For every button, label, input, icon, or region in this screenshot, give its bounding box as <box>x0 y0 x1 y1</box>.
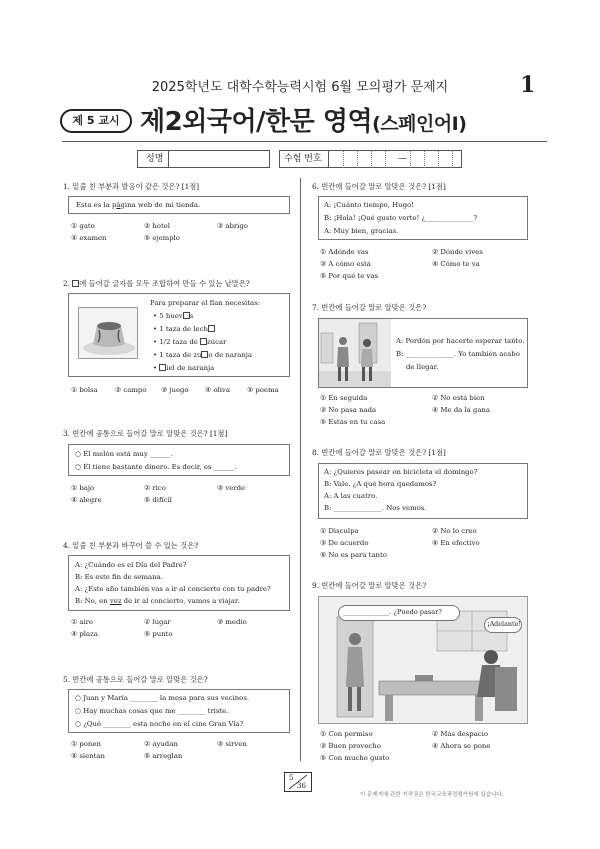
question-6-line: A: ¡Cuánto tiempo, Hugo! <box>324 201 414 209</box>
question-8-line: A: A las cuatro. <box>324 492 378 500</box>
question-4-line: B: Es este fin de semana. <box>75 573 163 581</box>
question-7-line: de llegar. <box>406 363 439 371</box>
question-9-option-5[interactable]: ⑤ Con mucho gusto <box>320 754 390 762</box>
question-1-option-2[interactable]: ② hotel <box>144 222 171 230</box>
question-8-option-1[interactable]: ① Disculpa <box>320 527 359 535</box>
question-5-option-1[interactable]: ① ponen <box>71 740 101 748</box>
question-7-option-5[interactable]: ⑤ Estás en tu casa <box>320 418 386 426</box>
question-5-stem: 5. 빈칸에 공통으로 들어갈 말로 알맞은 것은? <box>63 675 208 684</box>
question-5-option-3[interactable]: ③ sirven <box>217 740 247 748</box>
subject-main: 제2외국어/한문 영역 <box>140 107 373 137</box>
column-divider <box>300 178 301 761</box>
question-8-stem: 8. 빈칸에 들어갈 말로 알맞은 것은? [1점] <box>312 448 446 457</box>
exam-title: 2025학년도 대학수학능력시험 6월 모의평가 문제지 <box>151 80 449 95</box>
question-5-option-5[interactable]: ⑤ arreglan <box>144 752 183 760</box>
question-4-option-1[interactable]: ① aire <box>71 618 94 626</box>
question-4-line: A: ¿Cuándo es el Día del Padre? <box>75 561 187 569</box>
question-5-option-4[interactable]: ④ sientan <box>71 752 105 760</box>
question-7-line: A: Perdón por hacerte esperar tanto. <box>396 337 525 345</box>
recipe-item: • 1 taza de zu o de naranja <box>153 351 253 359</box>
question-3-option-4[interactable]: ④ alegre <box>71 496 102 504</box>
question-3-line: ○ Él tiene bastante dinero. Es decir, es ______. <box>75 463 237 471</box>
exam-number-label: 수험 번호 <box>284 154 322 164</box>
question-8-option-4[interactable]: ④ En efectivo <box>432 539 480 547</box>
question-3-option-2[interactable]: ② rico <box>144 484 166 492</box>
question-7-option-4[interactable]: ④ Me da la gana <box>432 406 490 414</box>
name-divider <box>168 150 169 168</box>
recipe-item: • iel de naranja <box>153 364 215 372</box>
question-6-option-5[interactable]: ⑤ Por qué te vas <box>320 272 379 280</box>
question-3-option-3[interactable]: ③ verde <box>217 484 246 492</box>
question-5-line: ○ Juan y María ________ la mesa para sus vecinos. <box>75 694 250 702</box>
question-5-option-2[interactable]: ② ayudan <box>144 740 178 748</box>
copyright-note: 이 문제지에 관한 저작권은 한국교육과정평가원에 있습니다. <box>360 792 504 798</box>
subject-title <box>140 101 466 138</box>
question-1-stem: 1. 밑줄 친 부분과 발음이 같은 것은? [1점] <box>63 182 200 191</box>
recipe-item: • 1 taza de lech <box>153 325 215 334</box>
question-8-option-2[interactable]: ② No lo creo <box>432 527 477 535</box>
question-4-option-5[interactable]: ⑤ punto <box>144 630 173 638</box>
question-8-line: B: ______________. Nos vemos. <box>324 504 427 512</box>
exam-number-cell <box>385 150 386 168</box>
exam-number-dash: — <box>398 154 407 164</box>
question-6-option-4[interactable]: ④ Cómo te va <box>432 260 480 268</box>
question-2-stem: 2. 에 들어갈 글자를 모두 조합하여 만들 수 있는 낱말은? <box>63 279 250 288</box>
subject-sub: (스페인어Ⅰ) <box>372 113 467 135</box>
question-8-option-3[interactable]: ③ De acuerdo <box>320 539 369 547</box>
question-2-option-4[interactable]: ④ oliva <box>205 386 230 394</box>
page-number: 1 <box>520 72 536 98</box>
question-7-option-1[interactable]: ① En seguida <box>320 394 368 402</box>
exam-number-cell <box>438 150 439 168</box>
question-7-option-2[interactable]: ② No está bien <box>432 394 485 402</box>
name-label: 성명 <box>146 154 164 164</box>
question-2-option-1[interactable]: ① bolsa <box>71 386 98 394</box>
question-6-option-3[interactable]: ③ A cómo está <box>320 260 371 268</box>
question-7-option-3[interactable]: ③ No pasa nada <box>320 406 377 414</box>
question-9-option-4[interactable]: ④ Ahora se pone <box>432 742 491 750</box>
recipe-item: • 1/2 taza de zúcar <box>153 338 227 346</box>
question-3-line: ○ El melón está muy ______. <box>75 450 173 458</box>
question-4-stem: 4. 밑줄 친 부분과 바꾸어 쓸 수 있는 것은? <box>63 541 199 550</box>
question-5-line: ○ Hay muchas cosas que me ________ triste. <box>75 707 229 715</box>
footer-page-total: 36 <box>297 782 306 790</box>
street-scene-image <box>319 319 391 387</box>
question-9-option-3[interactable]: ③ Buen provecho <box>320 742 381 750</box>
exam-number-cell <box>357 150 358 168</box>
question-4-line: B: No, en vez de ir al concierto, vamos a viajar. <box>75 597 240 605</box>
question-2-option-2[interactable]: ② campo <box>115 386 147 394</box>
question-5-line: ○ ¿Qué ________ esta noche en el cine Gran Vía? <box>75 720 244 728</box>
exam-number-cell <box>371 150 372 168</box>
question-9-option-1[interactable]: ① Con permiso <box>320 730 373 738</box>
question-7-stem: 7. 빈칸에 들어갈 말로 알맞은 것은? <box>312 303 427 312</box>
question-1-option-4[interactable]: ④ examen <box>71 234 107 242</box>
question-8-option-5[interactable]: ⑤ No es para tanto <box>320 551 387 559</box>
question-9-stem: 9. 빈칸에 들어갈 말로 알맞은 것은? <box>312 581 427 590</box>
flan-image <box>78 307 138 359</box>
speech-bubble-2-text: ¡Adelante! <box>487 620 521 628</box>
question-9-option-2[interactable]: ② Más despacio <box>432 730 489 738</box>
footer-page-current: 5 <box>289 774 294 782</box>
question-1-option-1[interactable]: ① gato <box>71 222 95 230</box>
question-8-line: A: ¿Quieres pasear en bicicleta el domingo? <box>324 468 478 476</box>
period-badge: 제 5 교시 <box>60 109 132 133</box>
exam-number-cell <box>424 150 425 168</box>
question-4-option-4[interactable]: ④ plaza <box>71 630 98 638</box>
question-6-line: B: ¡Hola! ¡Qué gusto verte! ¿______________? <box>324 214 478 222</box>
question-1-option-3[interactable]: ③ abrigo <box>217 222 248 230</box>
question-4-line: A: ¿Este año también vas a ir al concierto con tu padre? <box>75 585 271 593</box>
header-rule <box>62 141 547 142</box>
question-7-line: B: ______________. Yo también acabo <box>396 350 520 358</box>
speech-bubble-1-text: ______________. ¿Puedo pasar? <box>343 608 442 616</box>
exam-number-divider <box>328 150 329 168</box>
question-1-sentence: Esta es la página web de mi tienda. <box>76 201 201 209</box>
exam-number-cell <box>410 150 411 168</box>
question-6-line: A: Muy bien, gracias. <box>324 227 399 235</box>
recipe-title: Para preparar el flan necesitas: <box>150 299 260 307</box>
question-4-option-2[interactable]: ② lugar <box>144 618 171 626</box>
question-1-option-5[interactable]: ⑤ ejemplo <box>144 234 180 242</box>
question-2-option-3[interactable]: ③ juego <box>161 386 189 394</box>
question-4-option-3[interactable]: ③ medio <box>217 618 247 626</box>
question-6-option-2[interactable]: ② Dónde vives <box>432 248 483 256</box>
question-3-option-5[interactable]: ⑤ difícil <box>144 496 173 504</box>
question-3-stem: 3. 빈칸에 공통으로 들어갈 말로 알맞은 것은? [1점] <box>63 429 228 438</box>
exam-number-cell <box>452 150 453 168</box>
question-2-option-5[interactable]: ⑤ poema <box>247 386 279 394</box>
recipe-item: • 5 huev s <box>153 312 194 320</box>
question-6-option-1[interactable]: ① Adónde vas <box>320 248 369 256</box>
question-8-line: B: Vale. ¿A qué hora quedamos? <box>324 480 437 488</box>
question-6-stem: 6. 빈칸에 들어갈 말로 알맞은 것은? [1점] <box>312 182 446 191</box>
question-3-option-1[interactable]: ① bajo <box>71 484 95 492</box>
footer-page-indicator <box>284 772 312 792</box>
exam-number-cell <box>343 150 344 168</box>
